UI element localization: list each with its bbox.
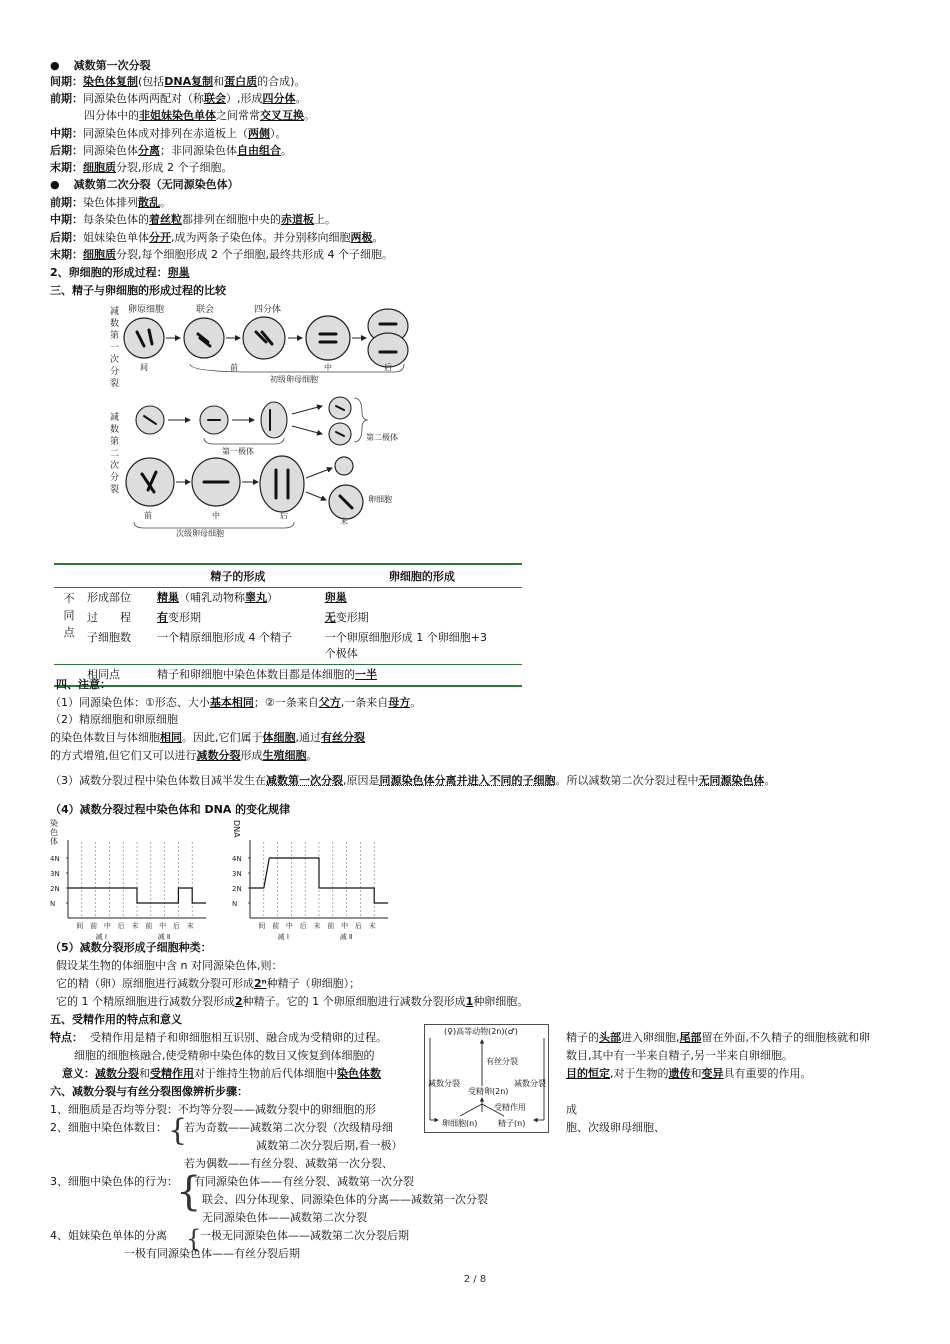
m1-prophase-2: 四分体中的非姐妹染色单体之间常常交叉互换。	[84, 109, 315, 122]
meiosis1-heading: ● 减数第一次分裂	[50, 59, 151, 72]
m2-prophase: 前期：染色体排列散乱。	[50, 196, 171, 209]
chrom-xtick: 中	[159, 922, 167, 930]
oogenesis-figure	[104, 302, 424, 540]
fig-stage2-metaphase: 中	[212, 511, 220, 520]
same-text: 精子和卵细胞中染色体数目都是体细胞的一半	[154, 665, 522, 687]
m1-prophase: 前期：同源染色体两两配对（称联会）,形成四分体。	[50, 92, 307, 105]
dna-xtick: 中	[341, 922, 349, 930]
fig-second-polar: 第二极体	[366, 433, 398, 442]
same-label: 相同点	[84, 665, 154, 687]
table-row	[54, 628, 522, 665]
fert-meaning2: 目的恒定,对于生物的遗传和变异具有重要的作用。	[566, 1067, 812, 1080]
cell-sperm: 一个精原细胞形成 4 个精子	[157, 631, 292, 644]
step-2a-tail: 胞、次级卵母细胞、	[566, 1121, 665, 1134]
fig-stage-anaphase: 后	[384, 363, 392, 372]
n5-line1: 假设某生物的体细胞中含 n 对同源染色体,则：	[56, 959, 283, 972]
step-3: 3、细胞中染色体的行为：	[50, 1175, 178, 1188]
dna-xtick: 末	[368, 922, 376, 930]
fig-label-synapsis: 联会	[196, 305, 215, 315]
chrom-xtick: 前	[90, 922, 98, 930]
row-item: 过 程	[87, 611, 131, 624]
step-4b: 一极有同源染色体——有丝分裂后期	[124, 1247, 300, 1260]
n5-line3: 它的 1 个精原细胞进行减数分裂形成2种精子。它的 1 个卵原细胞进行减数分裂形成1种卵细胞。	[56, 995, 529, 1008]
life-cycle-diagram	[424, 1024, 564, 1134]
m1-telophase: 末期：细胞质分裂,形成 2 个子细胞。	[50, 161, 233, 174]
row-item: 子细胞数	[87, 631, 131, 644]
row-item: 形成部位	[87, 591, 131, 604]
fert-right1: 精子的头部进入卵细胞,尾部留在外面,不久精子的细胞核就和卵	[566, 1031, 870, 1044]
page-number: 2 / 8	[463, 1274, 487, 1285]
step-1-tail: 成	[566, 1103, 577, 1116]
step-2b: 减数第二次分裂后期,看一极）	[256, 1139, 403, 1152]
chrom-series-line	[68, 888, 206, 903]
chrom-xtick: 间	[76, 922, 84, 930]
m1-anaphase: 后期：同源染色体分离；非同源染色体自由组合。	[50, 144, 292, 157]
note-2a: （2）精原细胞和卵原细胞	[50, 713, 178, 726]
step-4a: 一极无同源染色体——减数第二次分裂后期	[200, 1229, 409, 1242]
dna-xtick: 中	[285, 922, 293, 930]
cycle-mitosis: 有丝分裂	[486, 1057, 518, 1066]
chrom-xtick: 末	[131, 922, 139, 930]
fert-meaning: 意义：减数分裂和受精作用对于维持生物前后代体细胞中染色体数	[62, 1067, 381, 1080]
steps-heading: 六、减数分裂与有丝分裂图像辨析步骤：	[50, 1085, 248, 1098]
fig-stage-prophase: 前	[230, 363, 238, 372]
dna-ytick: 2N	[232, 885, 242, 893]
cycle-fert: 受精作用	[494, 1103, 526, 1112]
notes-heading: 四、注意：	[56, 678, 111, 691]
cell-sperm: 有变形期	[157, 611, 201, 624]
chrom-ytick: 4N	[50, 855, 60, 863]
brace-4: {	[186, 1225, 202, 1253]
step-3c: 无同源染色体——减数第二次分裂	[202, 1211, 367, 1224]
step-3a: 有同源染色体——有丝分裂、减数第一次分裂	[194, 1175, 414, 1188]
m2-telophase: 末期：细胞质分裂,每个细胞形成 2 个子细胞,最终共形成 4 个子细胞。	[50, 248, 393, 261]
dna-xtick: 后	[354, 922, 362, 930]
cycle-meiosis-left: 减数分裂	[428, 1079, 460, 1088]
chrom-xtick: 后	[117, 922, 125, 930]
note-3: （3）减数分裂过程中染色体数目减半发生在减数第一次分裂,原因是同源染色体分离并进入不同的子细胞。所以减数第二次分裂过程中无同源染色体。	[50, 774, 776, 787]
dna-series-line	[250, 858, 388, 903]
cycle-zygote: 受精卵(2n)	[468, 1087, 509, 1096]
diff-label: 不 同 点	[63, 592, 75, 639]
fig-label-tetrad: 四分体	[254, 305, 282, 315]
step-3b: 联会、四分体现象、同源染色体的分离——减数第一次分裂	[202, 1193, 488, 1206]
header-egg: 卵细胞的形成	[322, 564, 522, 588]
step-4: 4、姐妹染色单体的分离	[50, 1229, 167, 1242]
note-2b: 的染色体数目与体细胞相同。因此,它们属于体细胞,通过有丝分裂	[50, 731, 365, 744]
fig-stage-interphase: 间	[140, 363, 148, 372]
chrom-xtick: 中	[103, 922, 111, 930]
cell-egg: 一个卵原细胞形成 1 个卵细胞+3 个极体	[324, 631, 488, 660]
note-4: （4）减数分裂过程中染色体和 DNA 的变化规律	[50, 803, 291, 816]
table-row	[54, 588, 522, 609]
cycle-meiosis-right: 减数分裂	[514, 1079, 546, 1088]
dna-ylabel: DNA	[232, 820, 241, 838]
chrom-xtick: 后	[172, 922, 180, 930]
fig-label-oogonium: 卵原细胞	[128, 305, 165, 315]
note-1: （1）同源染色体：①形态、大小基本相同；②一条来自父方,一条来自母方。	[50, 696, 422, 709]
m2-metaphase: 中期：每条染色体的着丝粒都排列在细胞中央的赤道板上。	[50, 213, 336, 226]
cycle-egg: 卵细胞(n)	[442, 1119, 478, 1128]
dna-xtick: 末	[313, 922, 321, 930]
fig-side-2: 减数第二次分裂	[110, 413, 120, 495]
meiosis2-heading: ● 减数第二次分裂（无同源染色体）	[50, 178, 239, 191]
brace-2: {	[168, 1113, 188, 1148]
table-row-same	[54, 665, 522, 687]
fig-stage2-prophase: 前	[144, 511, 152, 520]
dna-xtick: 后	[299, 922, 307, 930]
compare-heading: 三、精子与卵细胞的形成过程的比较	[50, 284, 226, 297]
chrom-xtick: 末	[186, 922, 194, 930]
n5-heading: （5）减数分裂形成子细胞种类：	[50, 941, 212, 954]
fert-right2: 数目,其中有一半来自精子,另一半来自卵细胞。	[566, 1049, 793, 1062]
brace-3: {	[176, 1169, 202, 1215]
egg-formation-heading: 2、卵细胞的形成过程：卵巢	[50, 266, 190, 279]
fig-first-polar: 第一极体	[222, 447, 254, 456]
fig-egg: 卵细胞	[368, 495, 392, 504]
comparison-table	[54, 563, 522, 687]
chromosome-dna-graphs	[46, 818, 406, 940]
fig-caption-secondary: 次级卵母细胞	[176, 529, 224, 538]
m1-metaphase: 中期：同源染色体成对排列在赤道板上（两侧）。	[50, 127, 287, 140]
fert-heading: 五、受精作用的特点和意义	[50, 1013, 182, 1026]
header-sperm: 精子的形成	[154, 564, 322, 588]
chrom-ytick: N	[50, 900, 56, 908]
table-row	[54, 608, 522, 628]
step-2c: 若为偶数——有丝分裂、减数第一次分裂、	[184, 1157, 393, 1170]
step-2: 2、细胞中染色体数目：	[50, 1121, 167, 1134]
dna-xtick: 前	[327, 922, 335, 930]
dna-xtick: 前	[272, 922, 280, 930]
cell-egg: 卵巢	[324, 591, 347, 604]
chrom-ytick: 3N	[50, 870, 60, 878]
cycle-sperm: 精子(n)	[498, 1119, 526, 1128]
chrom-xtick: 前	[145, 922, 153, 930]
fert-feature1: 特点： 受精作用是精子和卵细胞相互识别、融合成为受精卵的过程。	[50, 1031, 387, 1044]
n5-line2: 它的精（卵）原细胞进行减数分裂可形成2ⁿ种精子（卵细胞）；	[56, 977, 361, 990]
cycle-top: (♀)高等动物(2n)(♂)	[444, 1027, 518, 1036]
chrom-group-2: 减 Ⅱ	[157, 933, 171, 940]
dna-group-1: 减 Ⅰ	[277, 933, 289, 940]
fert-feature2: 细胞的细胞核融合,使受精卵中染色体的数目又恢复到体细胞的	[74, 1049, 375, 1062]
chrom-ytick: 2N	[50, 885, 60, 893]
m1-interphase: 间期：染色体复制(包括DNA复制和蛋白质的合成)。	[50, 75, 306, 88]
fig-side-1: 减数第一次分裂	[110, 307, 120, 389]
fig-caption-primary: 初级卵母细胞	[270, 375, 318, 384]
m2-anaphase: 后期：姐妹染色单体分开,成为两条子染色体。并分别移向细胞两极。	[50, 231, 384, 244]
note-2c: 的方式增殖,但它们又可以进行减数分裂形成生殖细胞。	[50, 749, 318, 762]
fig-stage-metaphase: 中	[324, 363, 332, 372]
chrom-ylabel: 染色体	[50, 819, 58, 846]
step-2a: 若为奇数——减数第二次分裂（次级精母细	[184, 1121, 393, 1134]
fig-stage2-anaphase: 后	[280, 511, 288, 520]
cell-sperm: 精巢（哺乳动物称睾丸）	[157, 591, 278, 604]
cell-egg: 无变形期	[324, 611, 369, 624]
dna-ytick: 4N	[232, 855, 242, 863]
dna-ytick: N	[232, 900, 238, 908]
chrom-group-1: 减 Ⅰ	[95, 933, 107, 940]
dna-group-2: 减 Ⅱ	[339, 933, 353, 940]
dna-ytick: 3N	[232, 870, 242, 878]
step-1: 1、细胞质是否均等分裂：不均等分裂——减数分裂中的卵细胞的形	[50, 1103, 376, 1116]
fig-stage2-telophase: 末	[340, 517, 348, 526]
dna-xtick: 间	[258, 922, 266, 930]
